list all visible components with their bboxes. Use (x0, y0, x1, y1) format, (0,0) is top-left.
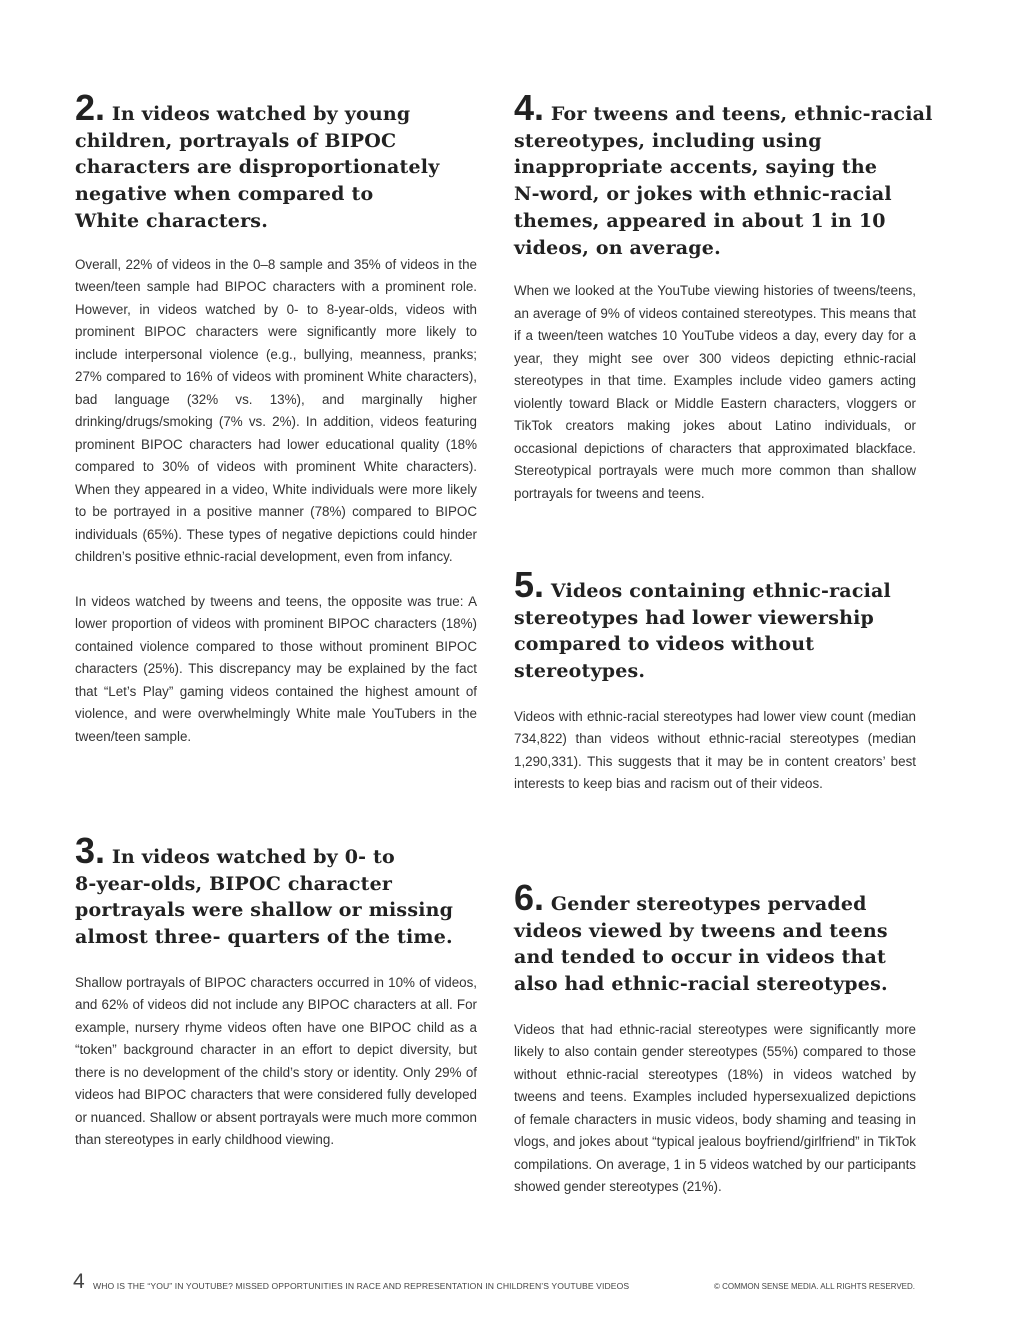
finding-number: 5. (514, 564, 545, 605)
heading-line: also had ethnic-racial stereotypes. (514, 973, 888, 996)
finding-6 (514, 877, 916, 1199)
finding-5 (514, 564, 916, 796)
footer-title: WHO IS THE “YOU” IN YOUTUBE? MISSED OPPORTUNITIES IN RACE AND REPRESENTATION IN CHILDREN’S YOUTUBE VIDEOS (93, 1281, 630, 1291)
heading-line: In videos watched by 0- to (105, 846, 395, 868)
copyright: © COMMON SENSE MEDIA. ALL RIGHTS RESERVED. (713, 1282, 915, 1291)
heading-line: themes, appeared in about 1 in 10 (514, 209, 886, 232)
heading-line: compared to videos without (514, 633, 815, 656)
heading-line: For tweens and teens, ethnic-racial (544, 103, 933, 125)
finding-number: 2. (75, 87, 106, 128)
heading-line: stereotypes had lower viewership (514, 606, 875, 629)
finding-number: 6. (514, 877, 545, 918)
heading-line: videos, on average. (514, 236, 721, 259)
heading-line: N-word, or jokes with ethnic-racial (514, 183, 892, 206)
body-paragraph: In videos watched by tweens and teens, the opposite was true: A lower proportion of videos with prominent BIPOC characters (18%) contained violence compared to those without prominent BIPOC characters (25%). This discrepancy may be explained by the fact that “Let’s Play” gaming videos contained the highest amount of violence, and were overwhelmingly White male YouTubers in the tween/teen sample. (75, 593, 477, 744)
heading-line: In videos watched by young (105, 103, 411, 125)
heading-line: stereotypes, including using (514, 129, 822, 152)
finding-heading (514, 564, 916, 685)
heading-line: videos viewed by tweens and teens (514, 919, 888, 942)
finding-number: 3. (75, 830, 106, 871)
body-paragraph: When we looked at the YouTube viewing histories of tweens/teens, an average of 9% of videos contained stereotypes. This means that if a tween/teen watches 10 YouTube videos a day, every day for a year, they might see over 300 videos depicting ethnic-racial stereotypes in that time. Examples include video gamers acting violently toward Black or Middle Eastern characters, vloggers or TikTok creators making jokes about Latino individuals, or occasional depictions of characters that approximated blackface. Stereotypical portrayals were much more common than shallow portrayals for tweens and teens. (514, 283, 916, 501)
body-paragraph: Videos that had ethnic-racial stereotypes were significantly more likely to also contain gender stereotypes (55%) compared to those without ethnic-racial stereotypes (18%) in videos watched by tweens and teens. Examples included hypersexualized depictions of female characters in music videos, body shaming and teasing in vlogs, and jokes about “typical jealous boyfriend/girlfriend” in TikTok compilations. On average, 1 in 5 videos watched by our participants showed gender stereotypes (21%). (514, 1021, 916, 1195)
heading-line: portrayals were shallow or missing (75, 899, 454, 922)
heading-line: 8-year-olds, BIPOC character (75, 872, 393, 895)
heading-line: stereotypes. (514, 660, 646, 683)
finding-heading (75, 830, 477, 951)
heading-line: White characters. (75, 209, 269, 232)
finding-2 (75, 87, 477, 748)
heading-line: and tended to occur in videos that (514, 946, 887, 969)
finding-heading (514, 877, 916, 998)
heading-line: characters are disproportionately (75, 156, 440, 179)
finding-heading (514, 87, 933, 261)
finding-number: 4. (514, 87, 545, 128)
body-paragraph: Shallow portrayals of BIPOC characters occurred in 10% of videos, and 62% of videos did not include any BIPOC characters at all. For example, nursery rhyme videos often have one BIPOC child as a “token” background character in an effort to depict diversity, but there is no development of the child’s story or identity. Only 29% of videos had BIPOC characters that were considered fully developed or nuanced. Shallow or absent portrayals were much more common than stereotypes in early childhood viewing. (75, 974, 477, 1148)
page-number: 4 (73, 1270, 85, 1293)
heading-line: inappropriate accents, saying the (514, 156, 878, 179)
body-paragraph: Videos with ethnic-racial stereotypes had lower view count (median 734,822) than videos without ethnic-racial stereotypes (median 1,290,331). This suggests that it may be in content creators’ best interests to keep bias and racism out of their videos. (514, 708, 916, 792)
finding-3 (75, 830, 477, 1152)
heading-line: Gender stereotypes pervaded (544, 893, 867, 915)
heading-line: Videos containing ethnic-racial (544, 580, 891, 602)
finding-4 (514, 87, 933, 505)
heading-line: children, portrayals of BIPOC (75, 129, 397, 152)
body-paragraph: Overall, 22% of videos in the 0–8 sample and 35% of videos in the tween/teen sample had BIPOC characters with a prominent role. However, in videos watched by 0- to 8-year-olds, videos with prominent BIPOC characters were significantly more likely to include interpersonal violence (e.g., bullying, meanness, pranks; 27% compared to 16% of videos with prominent White characters), bad language (32% vs. 13%), and marginally higher drinking/drugs/smoking (7% vs. 2%). In addition, videos featuring prominent BIPOC characters had lower educational quality (18% compared to 30% of videos with prominent White characters). When they appeared in a video, White individuals were more likely to be portrayed in a positive manner (78%) compared to BIPOC individuals (65%). These types of negative depictions could hinder children’s positive ethnic-racial development, even from infancy. (75, 256, 477, 565)
heading-line: almost three- quarters of the time. (75, 926, 453, 949)
finding-heading (75, 87, 477, 235)
heading-line: negative when compared to (75, 183, 374, 206)
